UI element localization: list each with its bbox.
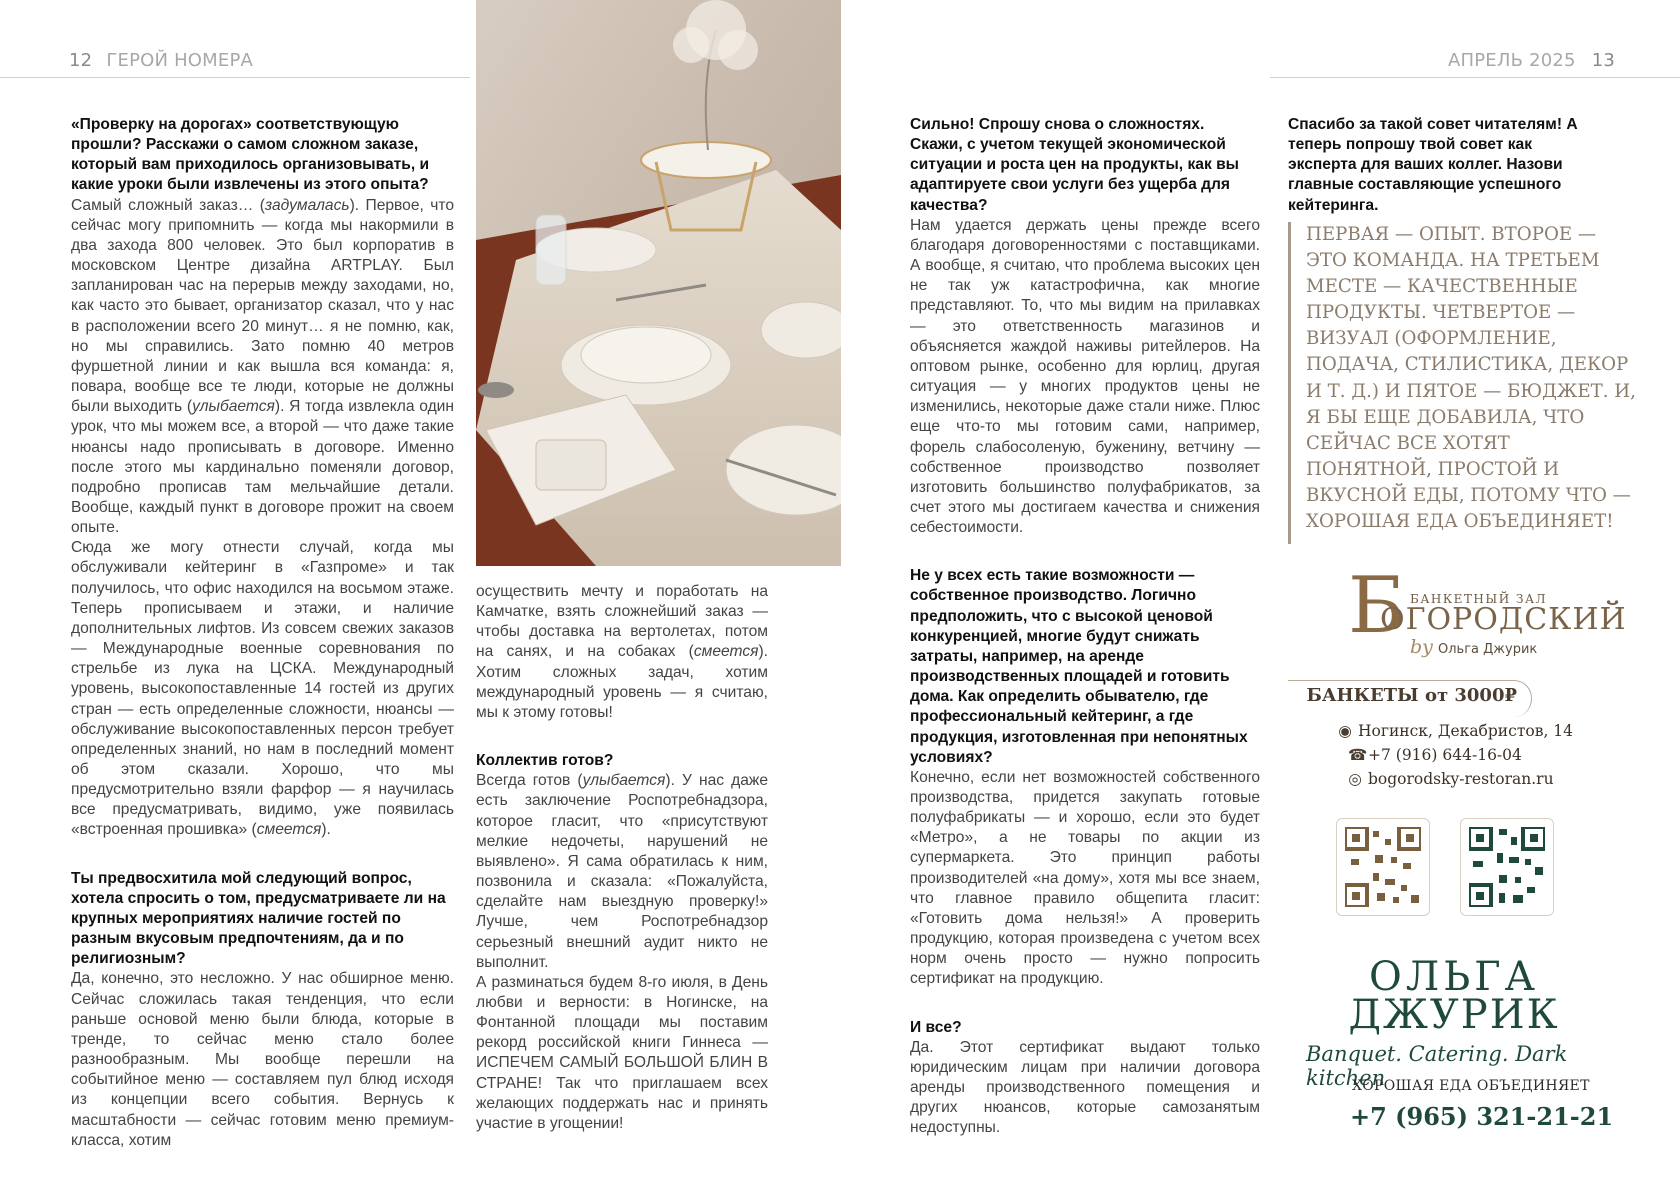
qr-pattern-green [1469, 827, 1545, 907]
left-page-number: 12 [69, 50, 93, 71]
website-line: ◎ bogorodsky-restoran.ru [1348, 770, 1554, 788]
question-1: «Проверку на дорогах» соответствующую прошли? Расскажи о самом сложном заказе, который вам приходилось организовывать, и какие уроки были извлечены из этого опыта? [71, 116, 430, 194]
logo-by: by [1410, 636, 1433, 658]
main-phone: +7 (965) 321-21-21 [1350, 1102, 1614, 1131]
table-setting-photo [476, 0, 841, 566]
phone-line: ☎+7 (916) 644-16-04 [1348, 746, 1522, 764]
answer-1-paragraph-1: Самый сложный заказ… (задумалась). Первое, что сейчас могу припомнить — когда мы накормили в два захода 800 человек. Это был корпоратив в московском Центре дизайна ARTPLAY. Был запланирован час на перерыв между заходами, но, как часто это бывает, организатор сказал, что у нас в расположении всего 20 минут… я не помню, как, но мы справились. Зато помню 40 метров фуршетной линии и как вышла вся команда: я, повара, вообще все те люди, которые не должны были выходить (улыбается). Я тогда извлекла один урок, что мы можем все, а второй — что даже такие нюансы надо прописывать в договоре. Именно после этого мы кардинально поменяли договор, подробно прописав там мельчайшие детали. Вообще, каждый пункт в договоре прожит на своем опыте. [71, 196, 454, 537]
banquet-price-banner [1288, 680, 1532, 717]
pull-quote: ПЕРВАЯ — ОПЫТ. ВТОРОЕ — ЭТО КОМАНДА. НА ТРЕТЬЕМ МЕСТЕ — КАЧЕСТВЕННЫЕ ПРОДУКТЫ. ЧЕТВЕРТОЕ — ВИЗУАЛ (ОФОРМЛЕНИЕ, ПОДАЧА, СТИЛИСТИКА, ДЕКОР И Т. Д.) И ПЯТОЕ — БЮДЖЕТ. И, Я БЫ ЕЩЕ ДОБАВИЛА, ЧТО СЕЙЧАС ВСЕ ХОТЯТ ПОНЯТНОЙ, ПРОСТОЙ И ВКУСНОЙ ЕДЫ, ПОТОМУ ЧТО — ХОРОШАЯ ЕДА ОБЪЕДИНЯЕТ! [1288, 222, 1636, 544]
article-column-2 [476, 582, 768, 1134]
tableware-illustration [476, 0, 841, 566]
answer-1-paragraph-2: Сюда же могу отнести случай, когда мы обслуживали кейтеринг в «Газпроме» и так получилось, что офис находился на восьмом этаже. Теперь прописываем и этажи, и наличие дополнительных лифтов. Из совсем свежих заказов — Международные военные соревнования по стрельбе из лука на ЦСКА. Международный уровень, высокопоставленные 14 гостей из других стран — есть определенные сложности, нюансы — обслуживание высокопоставленных персон требует определенных знаний, но нам в последний момент об этом сказали. Хорошо, что мы предусмотрительно взяли фарфор — я научилась все предусматривать, видимо, уже появилась «встроенная прошивка» (смеется). [71, 539, 454, 839]
right-header-rule [1270, 77, 1680, 78]
left-header-rule [0, 77, 470, 78]
left-section-title: ГЕРОЙ НОМЕРА [106, 50, 254, 71]
banquet-price-text: БАНКЕТЫ от 3000₽ [1306, 685, 1517, 706]
left-page-header [69, 50, 253, 71]
question-3: Коллектив готов? [476, 752, 614, 770]
address-line: ◉ Ногинск, Декабристов, 14 [1338, 722, 1574, 740]
brand-name-line-1: ОЛЬГА [1369, 954, 1539, 1000]
globe-icon: ◎ [1348, 770, 1362, 788]
brand-name-line-2: ДЖУРИК [1348, 992, 1560, 1038]
question-7: Спасибо за такой совет читателям! А теперь попрошу твой совет как эксперта для ваших коллег. Назови главные составляющие успешного кейтеринга. [1288, 116, 1578, 214]
question-4: Сильно! Спрошу снова о сложностях. Скажи, с учетом текущей экономической ситуации и роста цен на продукты, как вы адаптируете свои услуги без ущерба для качества? [910, 116, 1239, 214]
answer-3-paragraph-2: А разминаться будем 8-го июля, в День любви и верности: в Ногинске, на Фонтанной площади мы поставим рекорд российской книги Гиннеса — ИСПЕЧЕМ САМЫЙ БОЛЬШОЙ БЛИН В СТРАНЕ! Так что приглашаем всех желающих поддержать нас и принять участие в угощении! [476, 973, 768, 1132]
logo-author: Ольга Джурик [1438, 642, 1538, 657]
answer-2-continuation: осуществить мечту и поработать на Камчатке, взять сложнейший заказ — чтобы доставка на вертолетах, потом на санях, и на собаках (смеется). Хотим сложных задач, хотим международный уровень — я считаю, мы к этому готовы! [476, 583, 768, 721]
article-column-3 [910, 115, 1260, 1139]
question-2: Ты предвосхитила мой следующий вопрос, хотела спросить о том, предусматриваете ли на крупных мероприятиях наличие гостей по разным вкусовым предпочтениям, да и по религиозным? [71, 869, 446, 968]
brand-slogan: Banquet. Catering. Dark kitchen [1306, 1042, 1568, 1090]
right-page-header [1448, 50, 1615, 71]
answer-2: Да, конечно, это несложно. У нас обширное меню. Сейчас сложилась такая тенденция, что если раньше основой меню были блюда, которые в тренде, то сейчас меню стало более разнообразным. Мы вообще перешли на событийное меню — составляем пул блюд исходя из концепции всего события. Вернусь к масштабности — сейчас готовим меню премиум-класса, хотим [71, 970, 454, 1149]
qr-code-catering[interactable] [1460, 818, 1554, 916]
question-5: Не у всех есть такие возможности — собственное производство. Логично предположить, что с высокой ценовой конкуренцией, многие будут снижать затраты, например, на аренде производственных площадей и готовить дома. Как определить обывателю, где профессиональный кейтеринг, а где продукция, изготовленная при непонятных условиях? [910, 567, 1248, 766]
question-6: И все? [910, 1018, 962, 1036]
article-column-1 [71, 115, 454, 1151]
brand-tagline: ХОРОШАЯ ЕДА ОБЪЕДИНЯЕТ [1352, 1078, 1590, 1094]
issue-date: АПРЕЛЬ 2025 [1448, 50, 1576, 71]
qr-pattern-gold [1345, 827, 1421, 907]
logo-name: ОГОРОДСКИЙ [1380, 602, 1627, 637]
svg-text:Б: Б [1348, 562, 1406, 642]
right-page-number: 13 [1591, 50, 1616, 71]
article-column-4 [1288, 115, 1588, 216]
phone-icon: ☎ [1348, 746, 1368, 764]
answer-4: Нам удается держать цены прежде всего благодаря договоренностями с поставщиками. А вообще, я считаю, что проблема высоких цен не так уж катастрофична, как многие представляют. То, что мы видим на прилавках — это ответственность магазинов и объясняется жаждой наживы ритейлеров. На оптовом рынке, особенно для юрлиц, другая ситуация — у многих продуктов цены не изменились, некоторые даже стали ниже. Плюс еще что-то мы готовим сами, например, форель слабосоленую, буженину, ветчину — собственное производство позволяет изготовить большинство полуфабрикатов, за счет этого мы достигаем качества и снижения себестоимости. [910, 216, 1260, 537]
advertisement [1288, 562, 1627, 1172]
qr-code-banquet[interactable] [1336, 818, 1430, 916]
answer-3-paragraph-1: Всегда готов (улыбается). У нас даже есть заключение Роспотребнадзора, которое гласит, что «присутствуют мелкие недочеты, нарушений не выявлено». Я сама обратилась к ним, позвонила и сказала: «Пожалуйста, сделайте нам выездную проверку!» Лучше, чем Роспотребнадзор серьезный внешний аудит никто не выполнит. [476, 772, 769, 971]
answer-6: Да. Этот сертификат выдают только юридическим лицам при наличии договора аренды производственного помещения и других нюансов, которые самозанятым недоступны. [910, 1038, 1260, 1137]
location-pin-icon: ◉ [1338, 722, 1352, 740]
logo-subtitle: БАНКЕТНЫЙ ЗАЛ [1410, 592, 1548, 606]
answer-5: Конечно, если нет возможностей собственного производства, придется закупать готовые полуфабрикаты — и хорошо, если это будет «Метро», а не товары по акции из супермаркета. Это принцип работы производителей «на дому», хотя мы все знаем, что главное правило общепита гласит: «Готовить дома нельзя!» А проверить продукцию, которая произведена с учетом всех норм очень просто — нужно попросить сертификат на продукцию. [910, 768, 1260, 988]
